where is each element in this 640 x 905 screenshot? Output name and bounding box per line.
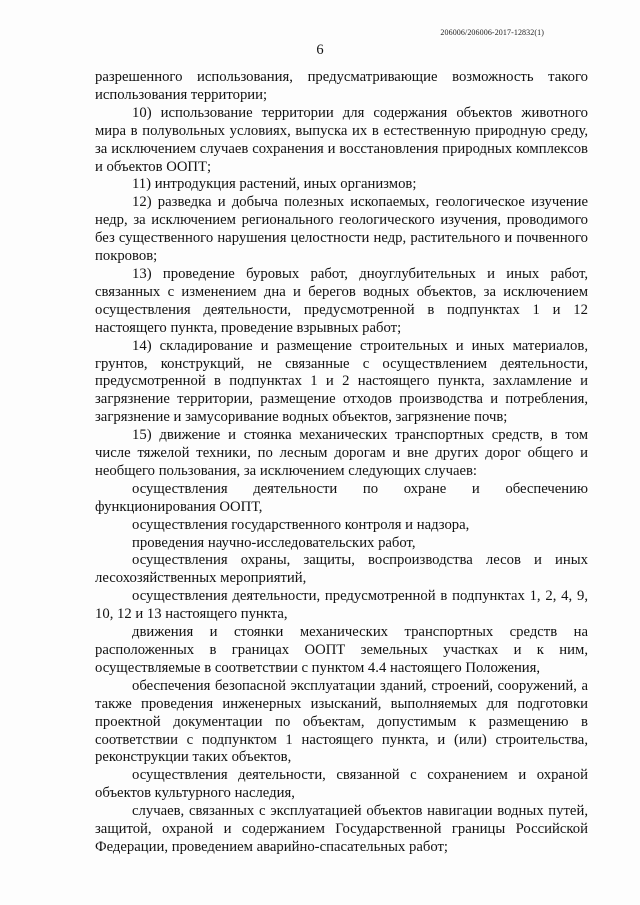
exception-item: осуществления государственного контроля и надзора, [132, 516, 470, 533]
exception-item: проведения научно-исследовательских работ, [132, 534, 416, 551]
exception-item: случаев, связанных с эксплуатацией объектов навигации водных путей, защитой, охраной и содержанием Государственной границы Российской Федерации, проведением аварийно-спасательных работ; [95, 803, 588, 855]
paragraph-item-15: 15) движение и стоянка механических транспортных средств, в том числе тяжелой техники, по лесным дорогам и вне других дорог общего и необщего пользования, за исключением следующих случаев: [95, 427, 588, 479]
paragraph-item-14: 14) складирование и размещение строительных и иных материалов, грунтов, конструкций, не связанные с осуществлением деятельности, предусмотренной в подпунктах 1 и 2 настоящего пункта, захламление и загрязнение территории, размещение отходов производства и потребления, загрязнение и замусоривание водных объектов, загрязнение почв; [95, 337, 588, 426]
paragraph-item-11: 11) интродукция растений, иных организмов; [132, 176, 417, 193]
paragraph-item-13: 13) проведение буровых работ, дноуглубительных и иных работ, связанных с изменением дна и берегов водных объектов, за исключением осуществления деятельности, предусмотренной в подпунктах 1 и 12 настоящего пункта, проведение взрывных работ; [95, 265, 588, 336]
paragraph-item-12: 12) разведка и добыча полезных ископаемых, геологическое изучение недр, за исключением регионального геологического изучения, проводимого без существенного нарушения целостности недр, растительного и почвенного покровов; [95, 194, 588, 265]
page-number: 6 [316, 42, 324, 58]
exception-item: осуществления деятельности, предусмотренной в подпунктах 1, 2, 4, 9, 10, 12 и 13 настоящего пункта, [95, 588, 588, 623]
exception-item: осуществления деятельности, связанной с сохранением и охраной объектов культурного наследия, [95, 767, 588, 802]
paragraph-item-10: 10) использование территории для содержания объектов животного мира в полувольных условиях, выпуска их в естественную природную среду, за исключением случаев сохранения и восстановления природных комплексов и объектов ООПТ; [95, 104, 588, 175]
document-body [95, 69, 588, 857]
exception-item: движения и стоянки механических транспортных средств на расположенных в границах ООПТ земельных участках и к ним, осуществляемые в соответствии с пунктом 4.4 настоящего Положения, [95, 624, 588, 676]
exception-item: осуществления деятельности по охране и обеспечению функционирования ООПТ, [95, 480, 588, 515]
paragraph: разрешенного использования, предусматривающие возможность такого использования территории; [95, 69, 588, 103]
document-id: 206006/206006-2017-12832(1) [440, 28, 544, 37]
exception-item: обеспечения безопасной эксплуатации зданий, строений, сооружений, а также проведения инженерных изысканий, выполняемых для подготовки проектной документации по объектам, допустимым к размещению в соответствии с подпунктом 1 настоящего пункта, и (или) строительства, реконструкции таких объектов, [95, 677, 588, 766]
exception-item: осуществления охраны, защиты, воспроизводства лесов и иных лесохозяйственных мероприятий, [95, 552, 588, 587]
